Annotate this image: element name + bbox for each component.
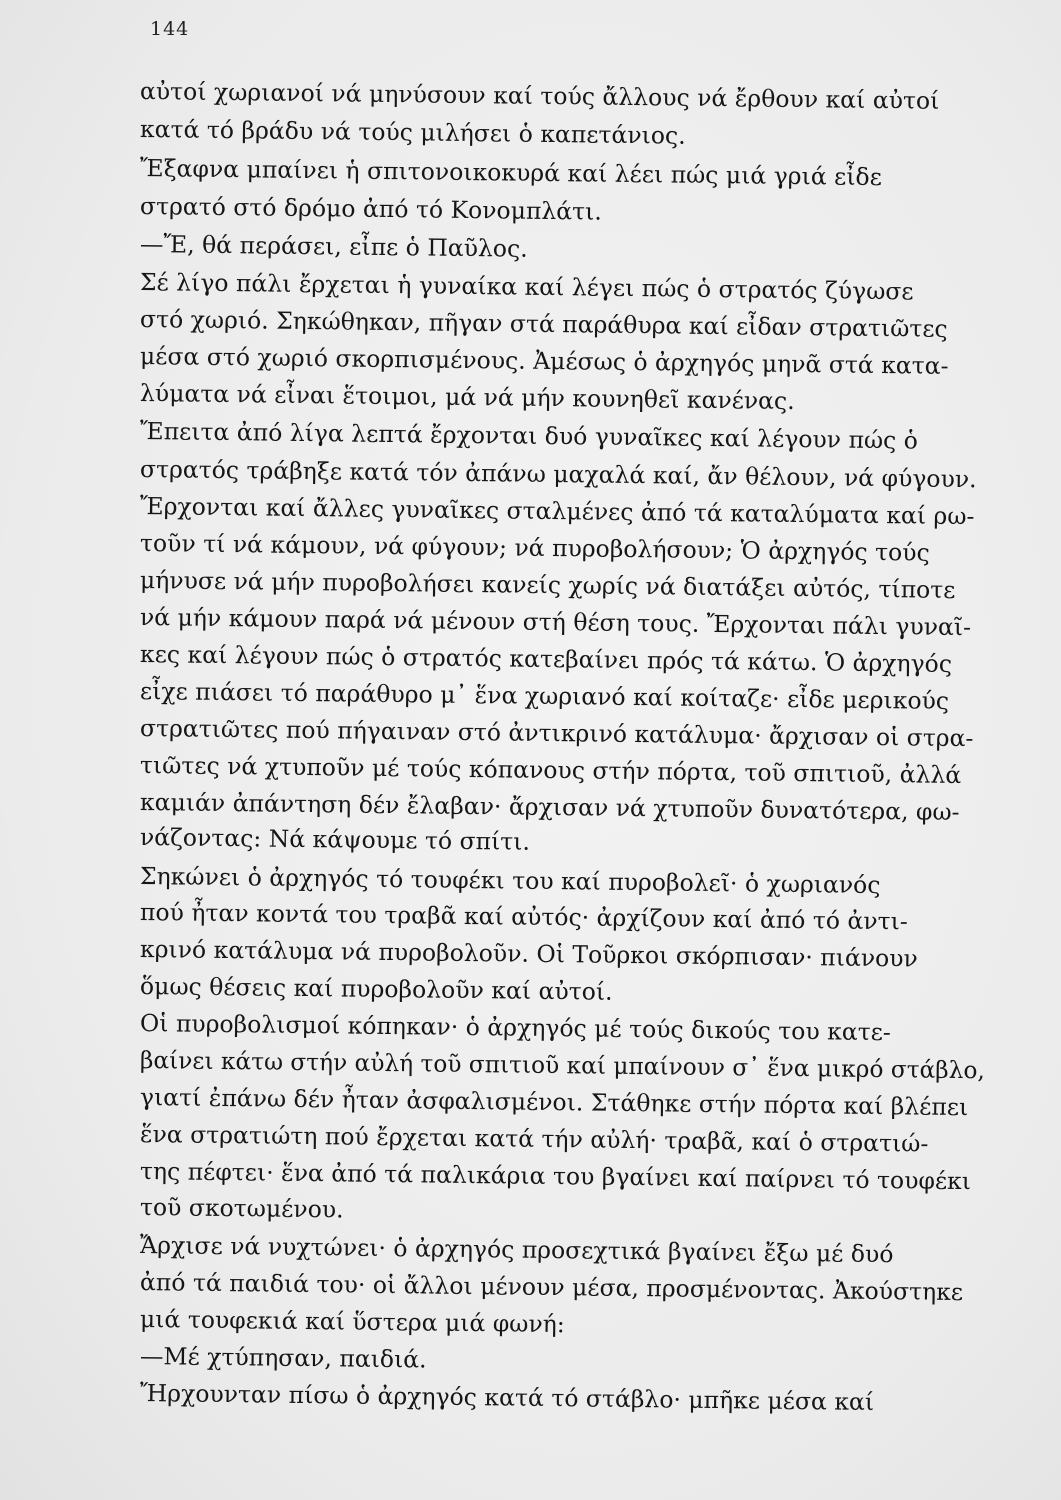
text-line: της πέφτει· ἕνα ἀπό τά παλικάρια του βγαίνει καί παίρνει τό τουφέκι xyxy=(139,1157,972,1196)
text-line: λύματα νά εἶναι ἕτοιμοι, μά νά μήν κουνηθεῖ κανένας. xyxy=(139,379,795,415)
text-line: Ἔξαφνα μπαίνει ἡ σπιτονοικοκυρά καί λέει πώς μιά γριά εἶδε xyxy=(139,154,883,192)
text-line: μέσα στό χωριό σκορπισμένους. Ἀμέσως ὁ ἀρχηγός μηνᾶ στά κατα- xyxy=(139,342,949,380)
text-line: στρατός τράβηξε κατά τόν ἀπάνω μαχαλά καί, ἄν θέλουν, νά φύγουν. xyxy=(139,455,977,494)
page-number: 144 xyxy=(150,18,190,40)
text-line: τοῦν τί νά κάμουν, νά φύγουν; νά πυροβολήσουν; Ὁ ἀρχηγός τούς xyxy=(139,529,930,567)
text-line: ἀπό τά παιδιά του· οἱ ἄλλοι μένουν μέσα, προσμένοντας. Ἀκούστηκε xyxy=(139,1268,964,1307)
text-line: Ἔπειτα ἀπό λίγα λεπτά ἔρχονται δυό γυναῖκες καί λέγουν πώς ὁ xyxy=(139,417,919,455)
text-line: —Ἔ, θά περάσει, εἶπε ὁ Παῦλος. xyxy=(139,230,528,263)
text-line: Οἱ πυροβολισμοί κόπηκαν· ὁ ἀρχηγός μέ τούς δικούς του κατε- xyxy=(139,1009,892,1047)
text-line: καμιάν ἀπάντηση δέν ἔλαβαν· ἄρχισαν νά χτυποῦν δυνατότερα, φω- xyxy=(139,788,960,827)
text-line: Σηκώνει ὁ ἀρχηγός τό τουφέκι του καί πυροβολεῖ· ὁ χωριανός xyxy=(139,862,881,900)
text-line: νά μήν κάμουν παρά νά μένουν στή θέση τους. Ἔρχονται πάλι γυναῖ- xyxy=(139,603,972,642)
text-line: στό χωριό. Σηκώθηκαν, πῆγαν στά παράθυρα καί εἶδαν στρατιῶτες xyxy=(139,305,948,343)
text-line: αὐτοί χωριανοί νά μηνύσουν καί τούς ἄλλους νά ἔρθουν καί αὐτοί xyxy=(139,77,940,115)
text-line: νάζοντας: Νά κάψουμε τό σπίτι. xyxy=(139,823,531,856)
text-line: βαίνει κάτω στήν αὐλή τοῦ σπιτιοῦ καί μπαίνουν σ᾽ ἕνα μικρό στάβλο, xyxy=(139,1046,985,1085)
text-line: Σέ λίγο πάλι ἔρχεται ἡ γυναίκα καί λέγει πώς ὁ στρατός ζύγωσε xyxy=(139,268,914,306)
text-line: μήνυσε νά μήν πυροβολήσει κανείς χωρίς νά διατάξει αὐτός, τίποτε xyxy=(139,566,956,604)
text-line: —Μέ χτύπησαν, παιδιά. xyxy=(139,1342,427,1374)
text-line: μιά τουφεκιά καί ὕστερα μιά φωνή: xyxy=(139,1305,565,1339)
text-line: στρατό στό δρόμο ἀπό τό Κονομπλάτι. xyxy=(139,192,603,226)
text-line: Ἔρχονται καί ἄλλες γυναῖκες σταλμένες ἀπό τά καταλύματα καί ρω- xyxy=(139,492,975,531)
text-line: Ἤρχουνταν πίσω ὁ ἀρχηγός κατά τό στάβλο· μπῆκε μέσα καί xyxy=(139,1379,875,1416)
text-line: πού ἦταν κοντά του τραβᾶ καί αὐτός· ἀρχίζουν καί ἀπό τό ἀντι- xyxy=(139,898,908,936)
text-line: κατά τό βράδυ νά τούς μιλήσει ὁ καπετάνιος. xyxy=(139,115,686,150)
text-line: γιατί ἐπάνω δέν ἦταν ἀσφαλισμένοι. Στάθηκε στήν πόρτα καί βλέπει xyxy=(139,1083,969,1122)
text-line: ἕνα στρατιώτη πού ἔρχεται κατά τήν αὐλή· τραβᾶ, καί ὁ στρατιώ- xyxy=(139,1120,929,1158)
text-line: κες καί λέγουν πώς ὁ στρατός κατεβαίνει πρός τά κάτω. Ὁ ἀρχηγός xyxy=(139,640,953,678)
text-line: Ἄρχισε νά νυχτώνει· ὁ ἀρχηγός προσεχτικά βγαίνει ἔξω μέ δυό xyxy=(139,1231,894,1269)
text-line: τιῶτες νά χτυποῦν μέ τούς κόπανους στήν πόρτα, τοῦ σπιτιοῦ, ἀλλά xyxy=(139,751,962,790)
text-line: ὅμως θέσεις καί πυροβολοῦν καί αὐτοί. xyxy=(139,972,613,1006)
text-line: στρατιῶτες πού πήγαιναν στό ἀντικρινό κατάλυμα· ἄρχισαν οἱ στρα- xyxy=(139,714,974,753)
text-line: τοῦ σκοτωμένου. xyxy=(139,1193,344,1224)
text-line: εἶχε πιάσει τό παράθυρο μ᾽ ἕνα χωριανό καί κοίταζε· εἶδε μερικούς xyxy=(139,677,950,715)
text-line: κρινό κατάλυμα νά πυροβολοῦν. Οἱ Τοῦρκοι σκόρπισαν· πιάνουν xyxy=(139,935,918,973)
